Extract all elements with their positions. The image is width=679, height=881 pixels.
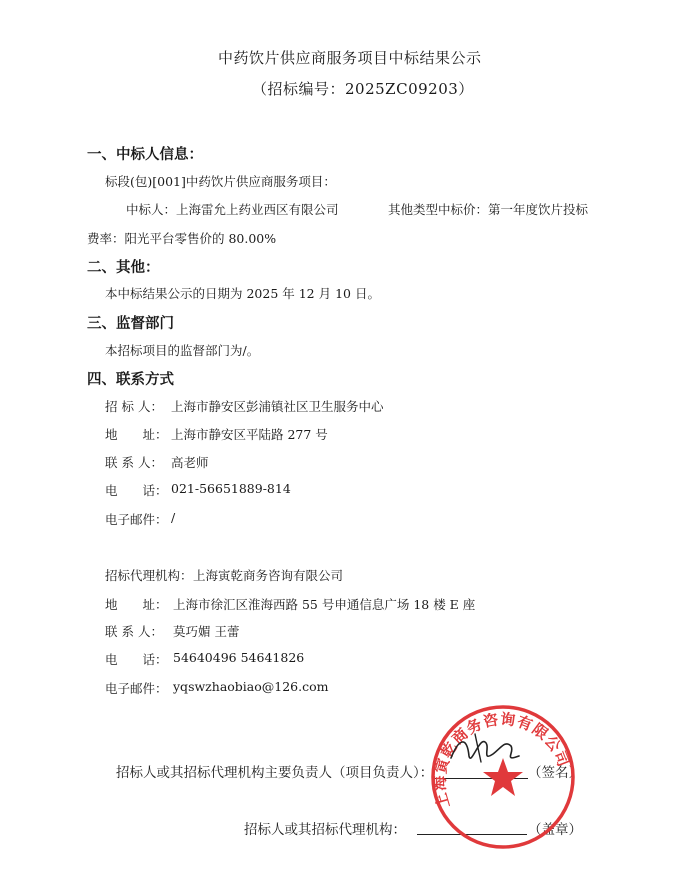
tenderer-contact: 高老师 bbox=[171, 455, 209, 470]
supervision-text: 本招标项目的监督部门为/。 bbox=[105, 343, 260, 358]
agency-contact: 莫巧媚 王蕾 bbox=[173, 624, 240, 639]
tenderer-name: 上海市静安区彭浦镇社区卫生服务中心 bbox=[171, 399, 384, 414]
winner-text: 中标人：上海雷允上药业西区有限公司 bbox=[126, 202, 339, 217]
agency-phone: 54640496 54641826 bbox=[173, 650, 305, 665]
tenderer-contact-label: 联 系 人： bbox=[105, 455, 163, 470]
signature-suffix: （签名） bbox=[528, 765, 582, 781]
agency-address-label: 地 址： bbox=[105, 597, 168, 612]
handwritten-signature bbox=[445, 728, 525, 774]
tenderer-name-label: 招 标 人： bbox=[105, 399, 163, 414]
agency-contact-label: 联 系 人： bbox=[105, 624, 163, 639]
tenderer-address-label: 地 址： bbox=[105, 427, 168, 442]
publicity-date-text: 本中标结果公示的日期为 2025 年 12 月 10 日。 bbox=[105, 286, 380, 301]
section-heading-contact: 四、联系方式 bbox=[87, 372, 174, 388]
tenderer-email: / bbox=[171, 510, 176, 525]
agency-name-label: 招标代理机构： bbox=[105, 568, 193, 583]
section-heading-other: 二、其他： bbox=[87, 260, 160, 276]
fee-rate-text: 费率：阳光平台零售价的 80.00% bbox=[87, 231, 277, 246]
seal-line-label: 招标人或其招标代理机构： bbox=[244, 822, 406, 838]
tenderer-address: 上海市静安区平陆路 277 号 bbox=[171, 427, 328, 442]
bid-price-text: 其他类型中标价：第一年度饮片投标 bbox=[388, 202, 589, 217]
section-heading-winner-info: 一、中标人信息： bbox=[87, 147, 203, 163]
agency-phone-label: 电 话： bbox=[105, 652, 168, 667]
agency-email: yqswzhaobiao@126.com bbox=[173, 679, 329, 694]
document-title: 中药饮片供应商服务项目中标结果公示 bbox=[218, 49, 482, 67]
lot-text: 标段(包)[001]中药饮片供应商服务项目： bbox=[105, 174, 336, 189]
seal-suffix: （盖章） bbox=[528, 822, 582, 838]
section-heading-supervision: 三、监督部门 bbox=[87, 316, 174, 332]
bid-number: （招标编号：2025ZC09203） bbox=[252, 80, 474, 98]
seal-star-icon bbox=[483, 758, 523, 796]
agency-email-label: 电子邮件： bbox=[105, 681, 168, 696]
agency-address: 上海市徐汇区淮海西路 55 号申通信息广场 18 楼 E 座 bbox=[173, 597, 476, 612]
signature-line-label: 招标人或其招标代理机构主要负责人（项目负责人）： bbox=[116, 765, 434, 781]
tenderer-phone-label: 电 话： bbox=[105, 483, 168, 498]
agency-name: 上海寅乾商务咨询有限公司 bbox=[193, 568, 344, 583]
tenderer-phone: 021-56651889-814 bbox=[171, 481, 291, 496]
seal-text: 上海寅乾商务咨询有限公司 bbox=[430, 710, 573, 811]
tenderer-email-label: 电子邮件： bbox=[105, 512, 168, 527]
signature-underline bbox=[434, 778, 528, 779]
seal-underline bbox=[417, 834, 527, 835]
